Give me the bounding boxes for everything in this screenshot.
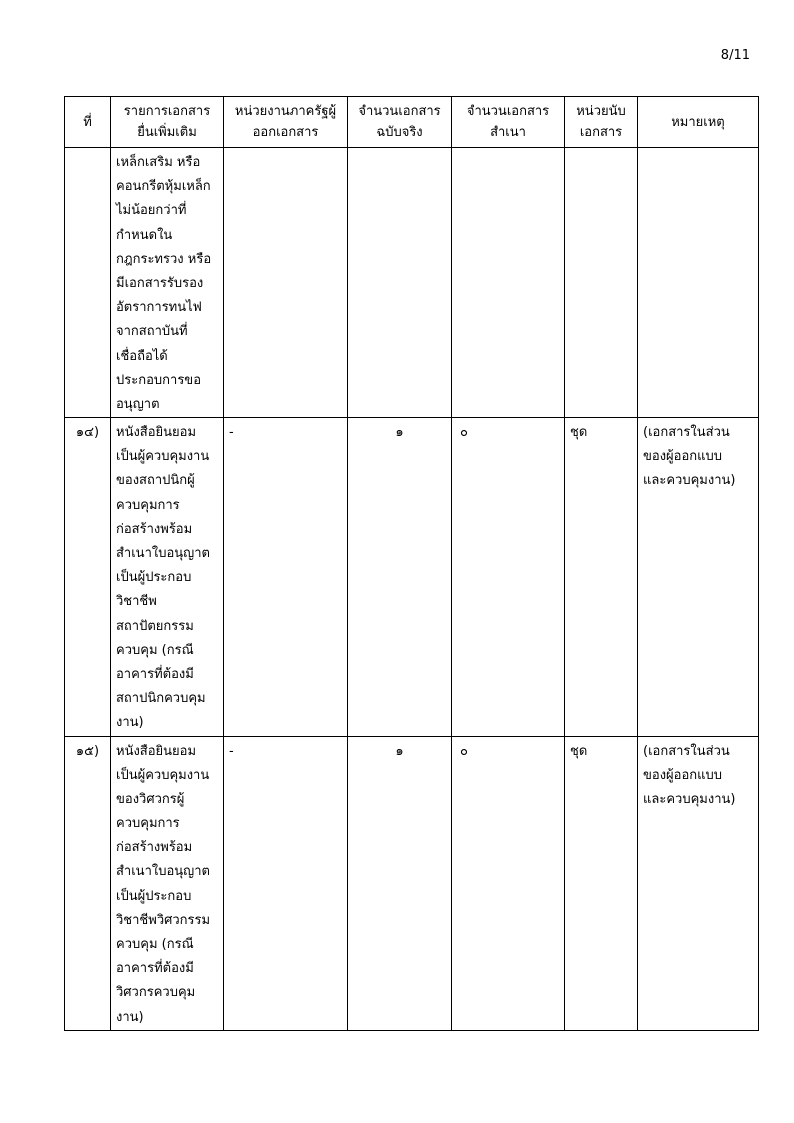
- header-copy-count: [452, 97, 565, 148]
- row-number: [65, 148, 111, 418]
- remark-line: และควบคุมงาน): [643, 473, 736, 489]
- header-line: หน่วยนับ: [576, 104, 626, 119]
- document-name-line: เป็นผู้ประกอบ: [116, 570, 192, 586]
- document-name-line: ควบคุม (กรณี: [116, 642, 194, 658]
- document-name-line: อาคารที่ต้องมี: [116, 961, 194, 977]
- unit: [565, 736, 638, 1030]
- agency-value: [229, 151, 342, 175]
- document-name-line: ประกอบการขอ: [116, 372, 201, 388]
- document-name-line: ก่อสร้างพร้อม: [116, 521, 193, 537]
- document-name-line: เป็นผู้ควบคุมงาน: [116, 449, 210, 465]
- document-name-line: งาน): [116, 1009, 144, 1025]
- remark: [638, 148, 759, 418]
- document-name-line: อนุญาต: [116, 396, 160, 412]
- copy-count: [452, 418, 565, 736]
- document-name-line: ควบคุม (กรณี: [116, 937, 194, 952]
- document-name-line: ควบคุมการ: [116, 816, 180, 832]
- header-document: [111, 97, 224, 148]
- document-name-line: ไม่น้อยกว่าที่: [116, 203, 187, 219]
- document-name-line: ควบคุมการ: [116, 497, 180, 513]
- document-name-line: วิชาชีพวิศวกรรม: [116, 912, 211, 928]
- header-line: สำเนา: [490, 125, 526, 140]
- copy-count: [452, 736, 565, 1030]
- document-name-line: เหล็กเสริม หรือ: [116, 155, 201, 170]
- unit: [565, 148, 638, 418]
- table-row: [65, 148, 759, 418]
- row-number: ๑๕): [65, 736, 111, 1030]
- unit-value: ชุด: [570, 425, 588, 441]
- header-agency: [224, 97, 348, 148]
- original-count: [348, 148, 452, 418]
- document-name-line: เชื่อถือได้: [116, 348, 168, 364]
- document-name-line: จากสถาบันที่: [116, 324, 188, 340]
- unit-value: [570, 151, 632, 175]
- unit: [565, 418, 638, 736]
- document-name-line: สถาปัตยกรรม: [116, 618, 194, 634]
- original-count-value: ๑: [395, 743, 404, 759]
- document-name-line: สำเนาใบอนุญาต: [116, 864, 210, 880]
- remark: [638, 418, 759, 736]
- document-name-line: อาคารที่ต้องมี: [116, 666, 194, 682]
- document-name: [111, 736, 224, 1030]
- document-name-line: กำหนดใน: [116, 227, 173, 243]
- header-line: จำนวนเอกสาร: [358, 104, 441, 119]
- document-name-line: มีเอกสารรับรอง: [116, 275, 204, 291]
- issuing-agency: [224, 736, 348, 1030]
- original-count: [348, 418, 452, 736]
- table-row: [65, 736, 759, 1030]
- agency-value: -: [229, 425, 234, 441]
- header-line: หน่วยงานภาครัฐผู้: [234, 104, 337, 119]
- header-line: จำนวนเอกสาร: [466, 104, 550, 119]
- issuing-agency: [224, 148, 348, 418]
- header-line: ยื่นเพิ่มเติม: [137, 125, 197, 140]
- document-name-line: คอนกรีตหุ้มเหล็ก: [116, 179, 211, 195]
- document-name-line: ของวิศวกรผู้: [116, 791, 185, 807]
- row-number: ๑๔): [65, 418, 111, 736]
- table-header-row: [65, 97, 759, 148]
- document-name-line: ของสถาปนิกผู้: [116, 473, 195, 489]
- document-name-line: งาน): [116, 715, 144, 731]
- copy-count: [452, 148, 565, 418]
- copy-count-value: [457, 151, 559, 175]
- header-line: รายการเอกสาร: [123, 104, 211, 119]
- header-unit: [565, 97, 638, 148]
- header-line: ฉบับจริง: [376, 125, 423, 140]
- document-name-line: เป็นผู้ประกอบ: [116, 888, 192, 904]
- remark-line: (เอกสารในส่วน: [643, 743, 730, 759]
- document-name-line: วิชาชีพ: [116, 594, 157, 610]
- issuing-agency: [224, 418, 348, 736]
- remark-line: (เอกสารในส่วน: [643, 425, 730, 441]
- original-count-value: ๑: [395, 425, 404, 441]
- document-list-table: [64, 96, 759, 1031]
- remark-line: ของผู้ออกแบบ: [643, 449, 723, 465]
- table-row: [65, 418, 759, 736]
- page-number: 8/11: [720, 48, 750, 63]
- document-name: [111, 148, 224, 418]
- copy-count-value: ๐: [460, 425, 468, 441]
- header-original-count: [348, 97, 452, 148]
- document-name-line: หนังสือยินยอม: [116, 425, 197, 441]
- original-count-value: [353, 151, 446, 175]
- header-line: เอกสาร: [579, 125, 623, 140]
- document-name-line: สำเนาใบอนุญาต: [116, 546, 210, 561]
- original-count: [348, 736, 452, 1030]
- document-name-line: กฎกระทรวง หรือ: [116, 251, 212, 267]
- document-name-line: วิศวกรควบคุม: [116, 985, 196, 1001]
- copy-count-value: ๐: [460, 743, 468, 759]
- agency-value: -: [229, 743, 234, 759]
- document-name: [111, 418, 224, 736]
- remark-line: และควบคุมงาน): [643, 791, 736, 807]
- document-name-line: อัตราการทนไฟ: [116, 300, 202, 316]
- document-name-line: เป็นผู้ควบคุมงาน: [116, 767, 210, 783]
- unit-value: ชุด: [570, 743, 588, 759]
- document-name-line: ก่อสร้างพร้อม: [116, 840, 193, 856]
- document-name-line: สถาปนิกควบคุม: [116, 691, 206, 707]
- remark: [638, 736, 759, 1030]
- remark-line: ของผู้ออกแบบ: [643, 767, 723, 783]
- document-name-line: หนังสือยินยอม: [116, 743, 197, 759]
- header-remark: หมายเหตุ: [638, 97, 759, 148]
- header-number: ที่: [65, 97, 111, 148]
- header-line: ออกเอกสาร: [252, 125, 319, 140]
